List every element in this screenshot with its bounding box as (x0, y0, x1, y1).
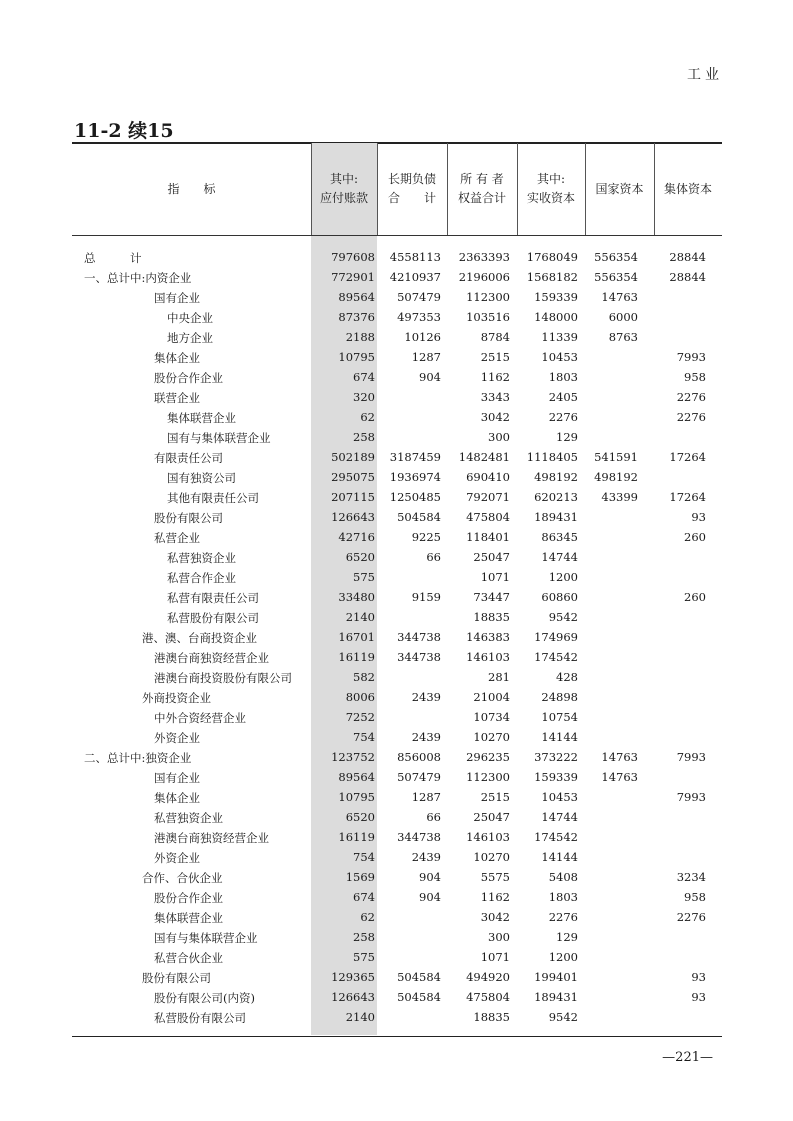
table-row (72, 668, 722, 688)
cell-value: 575 (353, 950, 375, 964)
row-label: 外资企业 (154, 731, 200, 745)
cell-value: 146103 (466, 650, 510, 664)
table-row (72, 628, 722, 648)
cell-value: 129365 (331, 970, 375, 984)
header-text: 指 标 (167, 181, 216, 196)
cell-value: 281 (488, 670, 510, 684)
cell-value: 14763 (601, 770, 638, 784)
row-label: 股份有限公司 (154, 511, 223, 525)
table-row (72, 328, 722, 348)
table-row (72, 288, 722, 308)
cell-value: 24898 (541, 690, 578, 704)
table-row (72, 688, 722, 708)
cell-value: 2276 (676, 410, 706, 424)
cell-value: 146383 (466, 630, 510, 644)
cell-value: 344738 (397, 830, 441, 844)
header-divider (654, 143, 655, 235)
cell-value: 428 (556, 670, 578, 684)
section-label: 工业 (687, 67, 723, 83)
cell-value: 10126 (404, 330, 441, 344)
row-label: 股份有限公司(内资) (154, 991, 255, 1005)
cell-value: 504584 (397, 970, 441, 984)
cell-value: 89564 (338, 290, 375, 304)
cell-value: 2439 (411, 690, 441, 704)
cell-value: 2515 (480, 790, 510, 804)
cell-value: 2276 (676, 390, 706, 404)
row-label: 私营合伙企业 (154, 951, 223, 965)
table-row (72, 768, 722, 788)
table-row (72, 908, 722, 928)
cell-value: 25047 (473, 810, 510, 824)
cell-value: 494920 (466, 970, 510, 984)
cell-value: 66 (426, 810, 441, 824)
row-label: 其他有限责任公司 (167, 491, 259, 505)
header-text: 合 计 (387, 191, 436, 205)
cell-value: 103516 (466, 310, 510, 324)
cell-value: 258 (353, 430, 375, 444)
header-divider (377, 143, 378, 235)
cell-value: 1936974 (389, 470, 441, 484)
table-row (72, 848, 722, 868)
table-row (72, 568, 722, 588)
cell-value: 25047 (473, 550, 510, 564)
cell-value: 16701 (338, 630, 375, 644)
cell-value: 620213 (534, 490, 578, 504)
cell-value: 16119 (338, 830, 375, 844)
cell-value: 159339 (534, 770, 578, 784)
cell-value: 475804 (466, 990, 510, 1004)
cell-value: 1568182 (526, 270, 578, 284)
table-row (72, 968, 722, 988)
table-row (72, 928, 722, 948)
cell-value: 16119 (338, 650, 375, 664)
row-label: 外资企业 (154, 851, 200, 865)
header-text: 应付账款 (319, 191, 368, 205)
cell-value: 129 (556, 930, 578, 944)
cell-value: 958 (684, 890, 706, 904)
header-indicator (72, 143, 311, 235)
cell-value: 1287 (411, 350, 441, 364)
cell-value: 159339 (534, 290, 578, 304)
cell-value: 320 (353, 390, 375, 404)
table-title: 11-2 续15 (74, 120, 174, 142)
cell-value: 507479 (397, 770, 441, 784)
cell-value: 674 (353, 890, 375, 904)
cell-value: 10453 (541, 350, 578, 364)
cell-value: 10754 (541, 710, 578, 724)
bottom-rule (72, 1036, 722, 1037)
table-row (72, 788, 722, 808)
cell-value: 33480 (338, 590, 375, 604)
cell-value: 174542 (534, 650, 578, 664)
cell-value: 295075 (331, 470, 375, 484)
row-label: 私营独资企业 (154, 811, 223, 825)
cell-value: 174542 (534, 830, 578, 844)
cell-value: 300 (488, 930, 510, 944)
cell-value: 1250485 (389, 490, 441, 504)
cell-value: 62 (360, 410, 375, 424)
cell-value: 10270 (473, 730, 510, 744)
table-row (72, 308, 722, 328)
row-label: 港、澳、台商投资企业 (142, 631, 257, 645)
row-label: 港澳台商独资经营企业 (154, 831, 269, 845)
cell-value: 754 (353, 850, 375, 864)
cell-value: 66 (426, 550, 441, 564)
header-paid-in-capital (517, 143, 585, 235)
row-label: 港澳台商投资股份有限公司 (154, 671, 292, 685)
cell-value: 498192 (594, 470, 638, 484)
header-divider (447, 143, 448, 235)
cell-value: 1482481 (458, 450, 510, 464)
cell-value: 904 (419, 370, 441, 384)
row-label: 地方企业 (167, 331, 213, 345)
cell-value: 5575 (480, 870, 510, 884)
table-row (72, 1008, 722, 1028)
row-label: 集体联营企业 (167, 411, 236, 425)
cell-value: 575 (353, 570, 375, 584)
row-label: 国有与集体联营企业 (154, 931, 258, 945)
header-text: 所 有 者 (460, 172, 504, 186)
cell-value: 93 (691, 510, 706, 524)
table-row (72, 528, 722, 548)
cell-value: 1162 (480, 890, 510, 904)
header-state-capital (585, 143, 654, 235)
cell-value: 14144 (541, 730, 578, 744)
header-rule (72, 235, 722, 236)
table-row (72, 808, 722, 828)
table-row (72, 508, 722, 528)
cell-value: 148000 (534, 310, 578, 324)
row-label: 股份合作企业 (154, 891, 223, 905)
table-row (72, 428, 722, 448)
row-label: 二、总计中:独资企业 (84, 751, 192, 765)
cell-value: 118401 (466, 530, 510, 544)
cell-value: 8763 (608, 330, 638, 344)
row-label: 私营股份有限公司 (167, 611, 259, 625)
cell-value: 11339 (541, 330, 578, 344)
row-label: 中央企业 (167, 311, 213, 325)
header-text: 实收资本 (526, 191, 575, 205)
cell-value: 504584 (397, 510, 441, 524)
row-label: 有限责任公司 (154, 451, 223, 465)
cell-value: 1071 (480, 950, 510, 964)
cell-value: 2439 (411, 730, 441, 744)
cell-value: 792071 (466, 490, 510, 504)
cell-value: 344738 (397, 630, 441, 644)
cell-value: 126643 (331, 990, 375, 1004)
cell-value: 146103 (466, 830, 510, 844)
cell-value: 344738 (397, 650, 441, 664)
table-row (72, 468, 722, 488)
cell-value: 42716 (338, 530, 375, 544)
cell-value: 856008 (397, 750, 441, 764)
cell-value: 112300 (466, 770, 510, 784)
header-divider (517, 143, 518, 235)
cell-value: 3343 (480, 390, 510, 404)
cell-value: 6000 (608, 310, 638, 324)
header-text: 其中: (536, 172, 566, 186)
cell-value: 556354 (594, 250, 638, 264)
header-text: 集体资本 (663, 181, 712, 196)
table-body (72, 248, 722, 1028)
row-label: 国有企业 (154, 291, 200, 305)
header-accounts-payable (311, 143, 377, 235)
cell-value: 2276 (548, 910, 578, 924)
cell-value: 4210937 (389, 270, 441, 284)
cell-value: 189431 (534, 510, 578, 524)
row-label: 私营独资企业 (167, 551, 236, 565)
cell-value: 475804 (466, 510, 510, 524)
cell-value: 8784 (480, 330, 510, 344)
cell-value: 2363393 (458, 250, 510, 264)
cell-value: 17264 (669, 450, 706, 464)
cell-value: 112300 (466, 290, 510, 304)
cell-value: 582 (353, 670, 375, 684)
cell-value: 1569 (345, 870, 375, 884)
cell-value: 126643 (331, 510, 375, 524)
row-label: 国有企业 (154, 771, 200, 785)
cell-value: 3187459 (389, 450, 441, 464)
cell-value: 93 (691, 990, 706, 1004)
row-label: 私营有限责任公司 (167, 591, 259, 605)
row-label: 联营企业 (154, 391, 200, 405)
cell-value: 797608 (331, 250, 375, 264)
cell-value: 958 (684, 370, 706, 384)
row-label: 外商投资企业 (142, 691, 211, 705)
cell-value: 497353 (397, 310, 441, 324)
table-row (72, 588, 722, 608)
row-label: 港澳台商独资经营企业 (154, 651, 269, 665)
cell-value: 18835 (473, 610, 510, 624)
cell-value: 87376 (338, 310, 375, 324)
cell-value: 9159 (411, 590, 441, 604)
cell-value: 690410 (466, 470, 510, 484)
cell-value: 502189 (331, 450, 375, 464)
cell-value: 89564 (338, 770, 375, 784)
cell-value: 5408 (548, 870, 578, 884)
cell-value: 2405 (548, 390, 578, 404)
cell-value: 1118405 (526, 450, 578, 464)
cell-value: 498192 (534, 470, 578, 484)
cell-value: 14744 (541, 810, 578, 824)
row-label: 私营股份有限公司 (154, 1011, 246, 1025)
cell-value: 10795 (338, 350, 375, 364)
cell-value: 4558113 (389, 250, 441, 264)
cell-value: 189431 (534, 990, 578, 1004)
table-row (72, 548, 722, 568)
cell-value: 6520 (345, 550, 375, 564)
cell-value: 300 (488, 430, 510, 444)
cell-value: 17264 (669, 490, 706, 504)
cell-value: 129 (556, 430, 578, 444)
cell-value: 373222 (534, 750, 578, 764)
cell-value: 207115 (331, 490, 375, 504)
cell-value: 10734 (473, 710, 510, 724)
row-label: 总 计 (84, 251, 142, 265)
cell-value: 2439 (411, 850, 441, 864)
header-text: 国家资本 (595, 181, 644, 196)
cell-value: 14763 (601, 290, 638, 304)
table-row (72, 348, 722, 368)
cell-value: 754 (353, 730, 375, 744)
cell-value: 9542 (548, 610, 578, 624)
cell-value: 260 (684, 530, 706, 544)
table-row (72, 948, 722, 968)
cell-value: 1162 (480, 370, 510, 384)
cell-value: 28844 (669, 250, 706, 264)
table-row (72, 388, 722, 408)
cell-value: 1803 (548, 890, 578, 904)
table-row (72, 828, 722, 848)
table-row (72, 888, 722, 908)
cell-value: 258 (353, 930, 375, 944)
cell-value: 904 (419, 890, 441, 904)
row-label: 股份合作企业 (154, 371, 223, 385)
cell-value: 21004 (473, 690, 510, 704)
cell-value: 14744 (541, 550, 578, 564)
cell-value: 18835 (473, 1010, 510, 1024)
header-text: 长期负债 (387, 172, 436, 186)
cell-value: 3234 (676, 870, 706, 884)
cell-value: 2515 (480, 350, 510, 364)
header-owner-equity (447, 143, 517, 235)
row-label: 国有独资公司 (167, 471, 236, 485)
cell-value: 73447 (473, 590, 510, 604)
cell-value: 14763 (601, 750, 638, 764)
cell-value: 3042 (480, 410, 510, 424)
row-label: 国有与集体联营企业 (167, 431, 271, 445)
table-row (72, 708, 722, 728)
cell-value: 7993 (676, 750, 706, 764)
row-label: 中外合资经营企业 (154, 711, 246, 725)
cell-value: 2276 (676, 910, 706, 924)
header-text: 其中: (329, 172, 359, 186)
cell-value: 7993 (676, 350, 706, 364)
header-divider (585, 143, 586, 235)
cell-value: 93 (691, 970, 706, 984)
table-row (72, 268, 722, 288)
cell-value: 9225 (411, 530, 441, 544)
table-row (72, 608, 722, 628)
cell-value: 772901 (331, 270, 375, 284)
cell-value: 10453 (541, 790, 578, 804)
cell-value: 10795 (338, 790, 375, 804)
cell-value: 2140 (345, 1010, 375, 1024)
cell-value: 199401 (534, 970, 578, 984)
cell-value: 1287 (411, 790, 441, 804)
cell-value: 260 (684, 590, 706, 604)
row-label: 集体企业 (154, 791, 200, 805)
cell-value: 1803 (548, 370, 578, 384)
page-number: —221— (662, 1050, 713, 1065)
cell-value: 1071 (480, 570, 510, 584)
cell-value: 556354 (594, 270, 638, 284)
cell-value: 541591 (594, 450, 638, 464)
cell-value: 43399 (601, 490, 638, 504)
table-row (72, 248, 722, 268)
cell-value: 123752 (331, 750, 375, 764)
cell-value: 7993 (676, 790, 706, 804)
row-label: 合作、合伙企业 (142, 871, 223, 885)
cell-value: 86345 (541, 530, 578, 544)
cell-value: 60860 (541, 590, 578, 604)
cell-value: 8006 (345, 690, 375, 704)
table-row (72, 748, 722, 768)
row-label: 股份有限公司 (142, 971, 211, 985)
cell-value: 28844 (669, 270, 706, 284)
cell-value: 174969 (534, 630, 578, 644)
table-row (72, 728, 722, 748)
cell-value: 10270 (473, 850, 510, 864)
cell-value: 507479 (397, 290, 441, 304)
table-row (72, 408, 722, 428)
table-row (72, 448, 722, 468)
cell-value: 296235 (466, 750, 510, 764)
cell-value: 2188 (345, 330, 375, 344)
table-row (72, 488, 722, 508)
row-label: 私营企业 (154, 531, 200, 545)
cell-value: 504584 (397, 990, 441, 1004)
cell-value: 9542 (548, 1010, 578, 1024)
row-label: 一、总计中:内资企业 (84, 271, 192, 285)
cell-value: 1768049 (526, 250, 578, 264)
cell-value: 1200 (548, 950, 578, 964)
table-row (72, 368, 722, 388)
cell-value: 674 (353, 370, 375, 384)
header-divider (311, 143, 312, 235)
cell-value: 904 (419, 870, 441, 884)
header-long-term-liabilities (377, 143, 447, 235)
header-collective-capital (654, 143, 722, 235)
cell-value: 14144 (541, 850, 578, 864)
row-label: 集体联营企业 (154, 911, 223, 925)
cell-value: 2140 (345, 610, 375, 624)
cell-value: 2276 (548, 410, 578, 424)
cell-value: 2196006 (458, 270, 510, 284)
cell-value: 1200 (548, 570, 578, 584)
cell-value: 3042 (480, 910, 510, 924)
header-text: 权益合计 (457, 191, 506, 205)
row-label: 私营合作企业 (167, 571, 236, 585)
cell-value: 62 (360, 910, 375, 924)
table-row (72, 868, 722, 888)
cell-value: 6520 (345, 810, 375, 824)
cell-value: 7252 (345, 710, 375, 724)
table-row (72, 988, 722, 1008)
table-row (72, 648, 722, 668)
row-label: 集体企业 (154, 351, 200, 365)
